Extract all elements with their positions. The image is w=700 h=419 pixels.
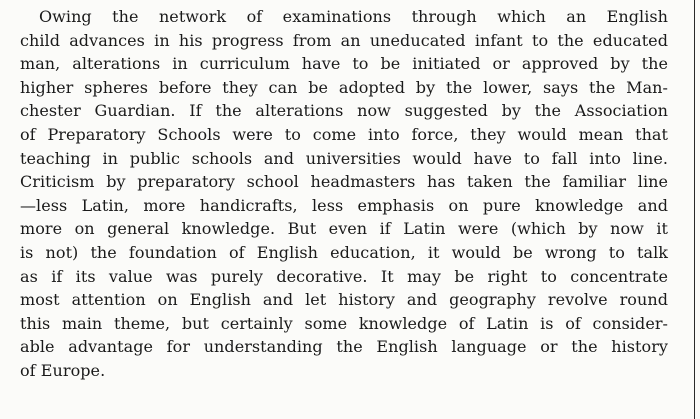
column-rule (694, 0, 695, 419)
article-line: as if its value was purely decorative. It may be right to concentrate (20, 266, 668, 286)
article-line: chester Guardian. If the alterations now suggested by the Association (20, 101, 668, 121)
article-line: this main theme, but certainly some knowledge of Latin is of consider- (20, 313, 668, 333)
article-line: higher spheres before they can be adopted by the lower, says the Man- (20, 77, 668, 97)
article-line: of Europe. (20, 360, 106, 380)
article-line: —less Latin, more handicrafts, less emphasis on pure knowledge and (20, 195, 668, 215)
article-line: most attention on English and let history and geography revolve round (20, 290, 668, 310)
article-line: is not) the foundation of English education, it would be wrong to talk (20, 242, 668, 262)
article-line: able advantage for understanding the English language or the history (20, 337, 668, 357)
article-line: Criticism by preparatory school headmasters has taken the familiar line (20, 172, 668, 192)
article-line: man, alterations in curriculum have to be initiated or approved by the (20, 54, 668, 74)
article-line: more on general knowledge. But even if Latin were (which by now it (20, 219, 668, 239)
article-body (20, 5, 668, 383)
article-line: of Preparatory Schools were to come into force, they would mean that (20, 124, 668, 144)
article-line: child advances in his progress from an uneducated infant to the educated (20, 30, 668, 50)
article-line: Owing the network of examinations through which an English (39, 7, 668, 26)
article-line: teaching in public schools and universities would have to fall into line. (20, 148, 668, 168)
